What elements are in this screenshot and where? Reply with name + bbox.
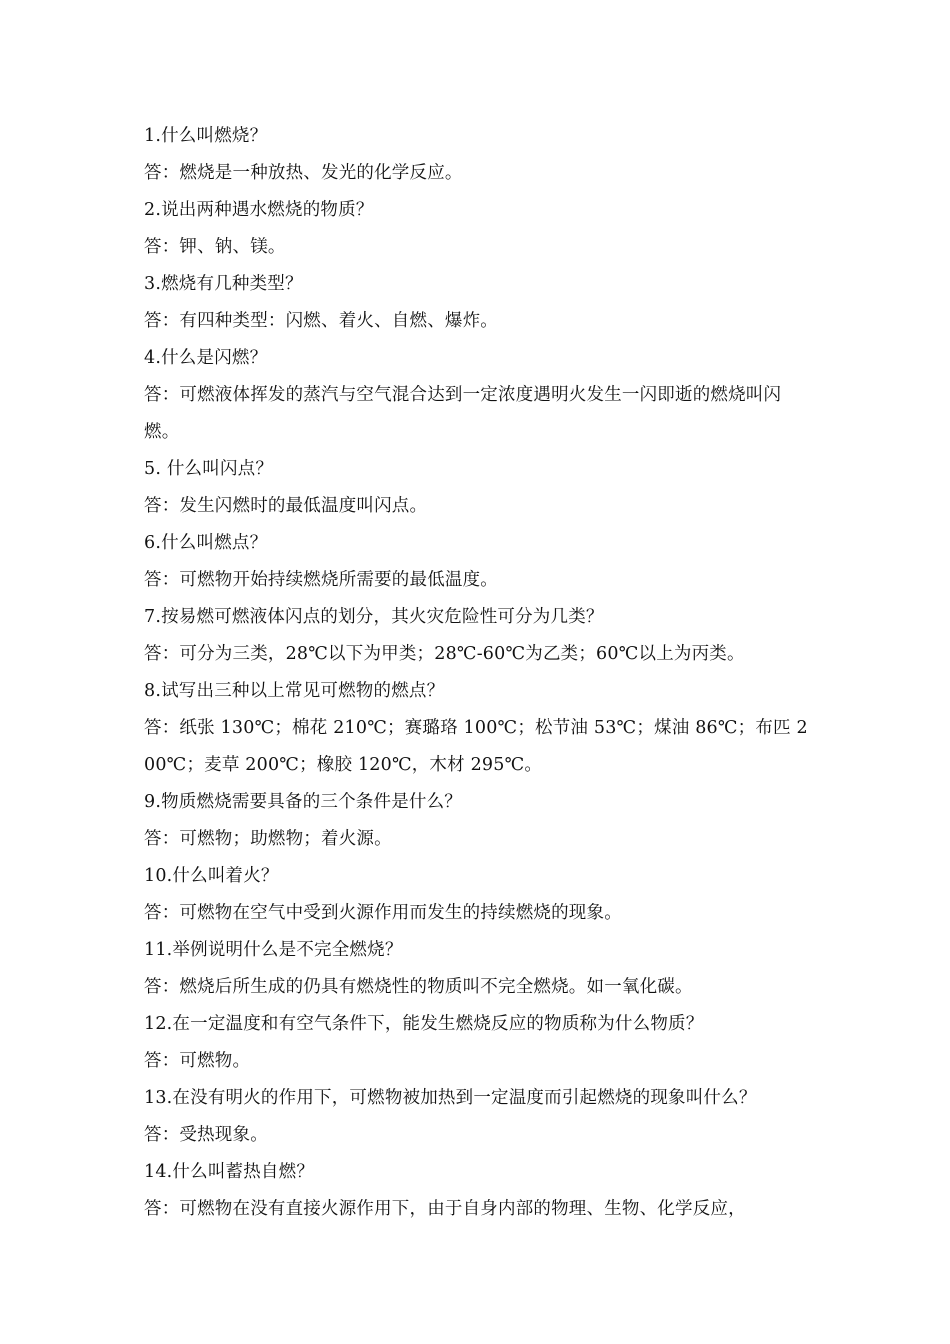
question-1: 1.什么叫燃烧？ [144, 126, 268, 146]
question-5: 5. 什么叫闪点？ [144, 459, 274, 479]
document-body [144, 118, 812, 1228]
answer-1: 答：燃烧是一种放热、发光的化学反应。 [144, 163, 463, 183]
answer-9: 答：可燃物；助燃物；着火源。 [144, 829, 392, 849]
answer-13: 答：受热现象。 [144, 1125, 268, 1145]
answer-10: 答：可燃物在空气中受到火源作用而发生的持续燃烧的现象。 [144, 903, 622, 923]
question-2: 2.说出两种遇水燃烧的物质？ [144, 200, 374, 220]
answer-11: 答：燃烧后所生成的仍具有燃烧性的物质叫不完全燃烧。如一氧化碳。 [144, 977, 693, 997]
answer-6: 答：可燃物开始持续燃烧所需要的最低温度。 [144, 570, 498, 590]
question-4: 4.什么是闪燃？ [144, 348, 268, 368]
question-14: 14.什么叫蓄热自燃？ [144, 1162, 315, 1182]
question-9: 9.物质燃烧需要具备的三个条件是什么？ [144, 792, 462, 812]
answer-7: 答：可分为三类，28℃以下为甲类；28℃-60℃为乙类；60℃以上为丙类。 [144, 644, 745, 664]
question-6: 6.什么叫燃点？ [144, 533, 268, 553]
answer-5: 答：发生闪燃时的最低温度叫闪点。 [144, 496, 428, 516]
question-11: 11.举例说明什么是不完全燃烧？ [144, 940, 403, 960]
question-13: 13.在没有明火的作用下，可燃物被加热到一定温度而引起燃烧的现象叫什么？ [144, 1088, 757, 1108]
answer-12: 答：可燃物。 [144, 1051, 251, 1071]
question-12: 12.在一定温度和有空气条件下，能发生燃烧反应的物质称为什么物质？ [144, 1014, 704, 1034]
question-7: 7.按易燃可燃液体闪点的划分，其火灾危险性可分为几类？ [144, 607, 604, 627]
question-3: 3.燃烧有几种类型？ [144, 274, 303, 294]
answer-3: 答：有四种类型：闪燃、着火、自燃、爆炸。 [144, 311, 498, 331]
answer-8: 答：纸张 130℃；棉花 210℃；赛璐珞 100℃；松节油 53℃；煤油 86℃；布匹 200℃；麦草 200℃；橡胶 120℃，木材 295℃。 [144, 718, 808, 775]
answer-2: 答：钾、钠、镁。 [144, 237, 286, 257]
question-10: 10.什么叫着火？ [144, 866, 279, 886]
answer-4: 答：可燃液体挥发的蒸汽与空气混合达到一定浓度遇明火发生一闪即逝的燃烧叫闪燃。 [144, 385, 782, 442]
answer-14: 答：可燃物在没有直接火源作用下，由于自身内部的物理、生物、化学反应， [144, 1199, 746, 1219]
question-8: 8.试写出三种以上常见可燃物的燃点？ [144, 681, 445, 701]
